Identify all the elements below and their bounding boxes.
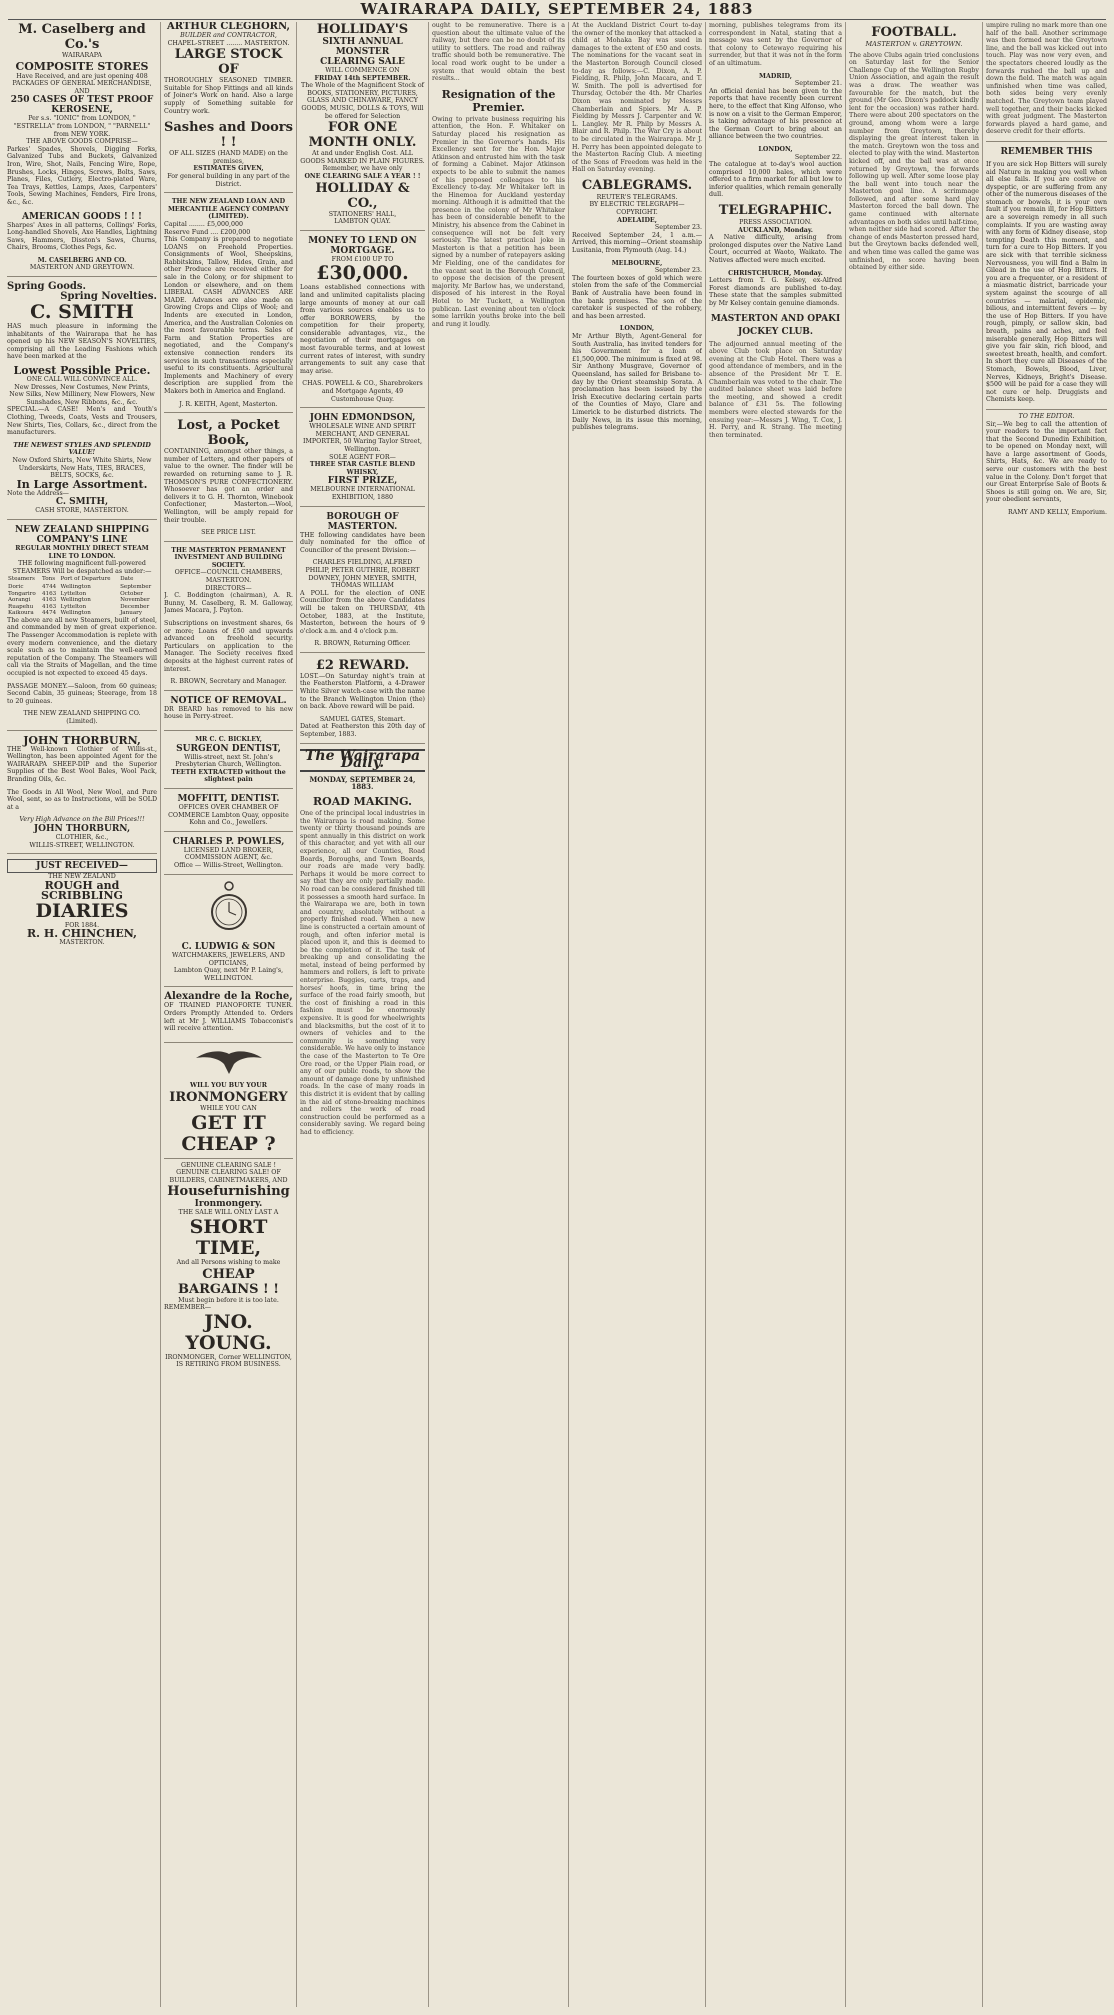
divider bbox=[164, 1158, 293, 1159]
caselberg-stores: COMPOSITE STORES bbox=[15, 59, 149, 73]
table-row bbox=[7, 597, 157, 604]
nz-shipping-text-2: The above are all new Steamers, built of steel, and commanded by men of great experience. The Passenger Accommodation is replete with every modern convenience, and the dietary scale such as to maintain the well-earned reputation of the Company. The Steamers will call via the Straits of Magellan, and the time occupied is not expected to exceed 45 days. bbox=[7, 616, 157, 678]
table-row bbox=[7, 584, 157, 591]
table-cell: January bbox=[120, 610, 143, 617]
christchurch-text: Letters from T. G. Kelsey, ex-Alfred Forest diamonds are published to-day. These state that the samples submitted by Mr Kelsey contain genuine diamonds. bbox=[709, 277, 842, 307]
perm-directors-label: DIRECTORS— bbox=[205, 584, 252, 592]
diaries-title: DIARIES bbox=[35, 899, 129, 922]
bickley-text: Willis-street, next St. John's Presbyterian Church, Wellington. bbox=[175, 753, 282, 769]
just-received: JUST RECEIVED— bbox=[7, 859, 157, 873]
american-goods: AMERICAN GOODS ! ! ! bbox=[22, 211, 142, 222]
roche-name: Alexandre de la Roche, bbox=[164, 991, 293, 1003]
smith-text-2: ONE CALL WILL CONVINCE ALL. bbox=[26, 376, 138, 384]
thorburn-text: THE Well-known Clothier of Willis-st., Wellington, has been appointed Agent for the WAIRARAPA SHEEP-DIP and the Superior Supplies of the Best Wool Bales, Wool Pack, Branding Oils, &c. bbox=[7, 745, 157, 783]
will-commence: WILL COMMENCE ON bbox=[325, 67, 400, 74]
lost-pocket-advert bbox=[164, 418, 293, 542]
column-8 bbox=[982, 22, 1110, 2007]
short-time: SHORT TIME, bbox=[189, 1216, 268, 1259]
table-cell: Kaikoura bbox=[8, 610, 34, 617]
ironmongery-label: IRONMONGERY bbox=[169, 1090, 288, 1106]
smith-text-5: New Oxford Shirts, New White Shirts, New Underskirts, New Hats, TIES, BRACES, BELTS, SOCKS, &c. bbox=[12, 456, 152, 480]
column-4 bbox=[428, 22, 568, 2007]
cleghorn-address: CHAPEL-STREET ........ MASTERTON. bbox=[167, 39, 290, 47]
nameplate: The Wairarapa Daily. bbox=[300, 749, 425, 772]
cleghorn-name: ARTHUR CLEGHORN, bbox=[167, 22, 290, 32]
smith-store: CASH STORE, MASTERTON. bbox=[35, 507, 129, 515]
table-cell: Wellington bbox=[60, 610, 91, 617]
smith-address-note: Note the Address— bbox=[7, 489, 69, 497]
melbourne-text: The fourteen boxes of gold which were stolen from the safe of the Commercial Bank of Australia have been found in the bank premises. The son of the caretaker is suspected of the robbery, and has been arrested. bbox=[572, 274, 702, 320]
letter-signature: RAMY AND KELLY, Emporium. bbox=[1007, 509, 1107, 517]
telegraphic-headline: TELEGRAPHIC. bbox=[718, 203, 833, 219]
chinchen-name: R. H. CHINCHEN, bbox=[27, 927, 137, 941]
thorburn-advert bbox=[7, 733, 157, 855]
column-3 bbox=[296, 22, 428, 2007]
letter-text: Sir,—We beg to call the attention of your readers to the important fact that the Second Dunedin Exhibition, to be opened on Monday next, will have a large assortment of Goods, Shirts, Hats, &c. We are ready to serve our customers with the best value in the Colony. Don't forget that our Great Enterprise Sale of Boots & Shoes is still going on. We are, Sir, your obedient servants, bbox=[986, 420, 1107, 504]
borough-advert bbox=[300, 512, 425, 653]
steamers-table bbox=[7, 575, 157, 617]
table-cell: October bbox=[120, 590, 143, 597]
see-price-list: SEE PRICE LIST. bbox=[201, 529, 256, 537]
one-clearing: ONE CLEARING SALE A YEAR ! ! bbox=[304, 172, 421, 180]
table-cell: Lyttelton bbox=[60, 603, 87, 610]
new-zealand-label: THE NEW ZEALAND bbox=[48, 873, 116, 881]
perm-title: THE MASTERTON PERMANENT INVESTMENT AND BUILDING SOCIETY. bbox=[171, 546, 286, 569]
auckland-dateline: AUCKLAND, Monday. bbox=[738, 226, 813, 234]
table-cell: 4163 bbox=[41, 590, 57, 597]
nz-shipping-advert bbox=[7, 525, 157, 731]
local-news: At the Auckland District Court to-day the owner of the monkey that attacked a child at Mohaka Bay was sued in damages to the extent of £50 and costs. The nominations for the vacant seat in the Masterton Borough Council closed to-day as follows:—C. Dixon, A. P. Fielding, R. Philp, John Macara, and T. W. Smith. The poll is advertised for Thursday, October the 4th. Mr Charles Dixon was nominated by Messrs Chamberlain and Spiers. Mr A. P. Fielding by Messrs J. Carpenter and W. L. Langley. Mr R. Philp by Messrs A. Blair and R. Philp. The War Cry is about to be circulated in the Wairarapa. Mr J. H. Perry has been appointed delegate to the Masterton Racing Club. A meeting of the Sons of Freedom was held in the Hall on Saturday evening. bbox=[572, 22, 702, 174]
steamers-table-header bbox=[7, 575, 157, 584]
nzloan-signature: J. R. KEITH, Agent, Masterton. bbox=[179, 400, 278, 408]
lend-amount: £30,000. bbox=[316, 262, 409, 285]
nzloan-capital: Capital ........ £5,000,000 bbox=[164, 220, 243, 228]
column-5 bbox=[568, 22, 705, 2007]
adelaide-date: September 23. bbox=[654, 224, 702, 232]
cleghorn-role: BUILDER and CONTRACTOR, bbox=[180, 32, 277, 39]
exhibition: MELBOURNE INTERNATIONAL EXHIBITION, 1880 bbox=[310, 486, 415, 501]
table-cell: 4744 bbox=[41, 583, 57, 590]
caselberg-subtitle: WAIRARAPA bbox=[62, 52, 102, 59]
thorburn-signature: JOHN THORBURN, bbox=[33, 823, 131, 834]
adelaide-dateline: ADELAIDE, bbox=[617, 216, 657, 224]
large-assortment: In Large Assortment. bbox=[16, 477, 148, 491]
football-headline: FOOTBALL. bbox=[871, 25, 957, 40]
table-row bbox=[7, 610, 157, 617]
cleghorn-text: THOROUGHLY SEASONED TIMBER. Suitable for Shop Fittings and all kinds of Joiner's Work on hand. Also a large supply of Something suitable for Country work. bbox=[164, 77, 293, 115]
moffitt-text: OFFICES OVER CHAMBER OF COMMERCE Lambton Quay, opposite Kohn and Co., Jewellers. bbox=[168, 803, 289, 827]
edmondson-role: WHOLESALE WINE AND SPIRIT MERCHANT, AND GENERAL IMPORTER, 50 Waring Taylor Street, Wellington. bbox=[303, 423, 422, 453]
column-6 bbox=[705, 22, 845, 2007]
table-cell: Wellington bbox=[60, 583, 91, 590]
gates-date: Dated at Featherston this 20th day of September, 1883. bbox=[300, 723, 425, 739]
lost-pocket-title: Lost, a Pocket Book, bbox=[177, 418, 280, 449]
borough-text: THE following candidates have been duly nominated for the office of Councillor of the present Division:— bbox=[300, 531, 425, 554]
article-continued: ought to be remunerative. There is a question about the ultimate value of the railway, but there can be no doubt of its utility to settlers. The road and railway traffic should both be remunerative. The local road work ought to be under a system that would obtain the best results... bbox=[432, 22, 565, 83]
money-lend-title: MONEY TO LEND ON MORTGAGE. bbox=[308, 235, 417, 256]
smith-text-4: SPECIAL.—A CASE! Men's and Youth's Clothing, Tweeds, Coats, Vests and Trousers, New Shirts, Ties, Collars, &c., direct from the manufacturers. bbox=[7, 406, 157, 437]
reward-advert bbox=[300, 658, 425, 744]
cable-continued: morning, publishes telegrams from its correspondent in Natal, stating that a message was sent by the Governor of that colony to Cetewayo requiring his surrender, but that it was not in the form of an ultimatum. bbox=[709, 22, 842, 67]
masthead-rule bbox=[8, 19, 1106, 20]
remember-this: REMEMBER THIS bbox=[1000, 146, 1093, 157]
football-continued: umpire ruling no mark more than one half of the ball. Another scrimmage was then formed near the Greytown line, and the ball was kicked out into touch. Play was now very even, and the spectators cheered loudly as the forwards rushed the ball up and down the field. The match was again unfinished when time was called, both sides being very evenly matched. The Greytown team played well together, and their backs kicked with great judgment. The Masterton forwards played a hard game, and deserve credit for their efforts. bbox=[986, 22, 1107, 136]
caselberg-text-3: Per s.s. "IONIC" from LONDON, " "ESTRELLA" from LONDON, " "PARNELL" from NEW YORK. bbox=[13, 115, 151, 138]
powles-name: CHARLES P. POWLES, bbox=[172, 836, 285, 847]
jockey-text: The adjourned annual meeting of the above Club took place on Saturday evening at the Club Hotel. There was a good attendance of members, and in the absence of the President Mr T. E. Chamberlain was voted to the chair. The audited balance sheet was laid before the meeting, and showed a credit balance of £31 5s. The following members were elected stewards for the ensuing year:—Messrs J. Wing, T. Cox, J. H. Perry, and R. Strang. The meeting then terminated. bbox=[709, 340, 842, 439]
smith-name: C. SMITH bbox=[30, 301, 134, 324]
perm-signature: R. BROWN, Secretary and Manager. bbox=[170, 678, 287, 686]
money-lend-advert bbox=[300, 236, 425, 409]
stationers-hall: STATIONERS' HALL, bbox=[328, 210, 397, 218]
roche-advert bbox=[164, 992, 293, 1042]
ludwig-address: Lambton Quay, next Mr P. Laing's, WELLINGTON. bbox=[173, 967, 284, 982]
chinchen-place: MASTERTON. bbox=[59, 939, 105, 947]
table-cell: Wellington bbox=[60, 597, 91, 604]
reward-text: LOST.—On Saturday night's train at the Featherston Platform, a 4-Drawer White Silver watch-case with the name to the Branch Wellington Union (the) on back. Above reward will be paid. bbox=[300, 672, 425, 711]
spring-novelties: Spring Novelties. bbox=[60, 291, 157, 303]
edmondson-name: JOHN EDMONDSON, bbox=[309, 413, 416, 424]
remember-label: REMEMBER— bbox=[164, 1304, 212, 1312]
only-last: THE SALE WILL ONLY LAST A bbox=[178, 1209, 279, 1217]
london2-date: September 22. bbox=[794, 153, 842, 161]
nz-shipping-signature: THE NEW ZEALAND SHIPPING CO. (Limited). bbox=[23, 710, 141, 725]
cablegrams-headline: CABLEGRAMS. bbox=[581, 177, 693, 193]
eagle-icon bbox=[164, 1048, 293, 1079]
divider bbox=[986, 409, 1107, 410]
surgeon-dentist: SURGEON DENTIST, bbox=[176, 743, 281, 754]
spring-goods: Spring Goods. bbox=[7, 281, 87, 293]
friday-date: FRIDAY 14th SEPTEMBER. bbox=[314, 74, 411, 82]
holliday-sixth: SIXTH ANNUAL MONSTER bbox=[322, 37, 403, 57]
holliday-co: HOLLIDAY & CO., bbox=[315, 180, 410, 211]
steamers-header-cell: Tons bbox=[41, 576, 56, 583]
retiring: IS RETIRING FROM BUSINESS. bbox=[176, 1361, 281, 1369]
holliday-advert bbox=[300, 22, 425, 231]
madrid-text: An official denial has been given to the reports that have recently been current here, to the effect that King Alfonso, who is now on a visit to the German Emperor, is taking advantage of his presence at the German Court to bring about an alliance between the two countries. bbox=[709, 87, 842, 141]
powles-role: LICENSED LAND BROKER, COMMISSION AGENT, &c. bbox=[183, 846, 274, 862]
table-row bbox=[7, 604, 157, 611]
reward-title: £2 REWARD. bbox=[315, 657, 410, 673]
column-2 bbox=[160, 22, 296, 2007]
london-text: Mr Arthur Blyth, Agent-General for South Australia, has invited tenders for his Government for a loan of £1,500,000. The minimum is fixed at 98. Sir Anthony Musgrave, Governor of Queensland, has sailed for Brisbane to-day by the Orient steamship Sorata. A proclamation has been issued by the Irish Executive declaring certain parts of the Counties of Mayo, Clare and Limerick to be disturbed districts. The Daily News, in its issue this morning, publishes telegrams. bbox=[572, 332, 702, 432]
nz-shipping-text: THE following magnificent full-powered STEAMERS Will be despatched as under:— bbox=[12, 560, 152, 575]
hop-bitters-text: If you are sick Hop Bitters will surely aid Nature in making you well when all else fails. If you are costive or dyspeptic, or are suffering from any other of the numerous diseases of the stomach or bowels, it is your own fault if you remain ill, for Hop Bitters are a sovereign remedy in all such complaints. If you are wasting away with any form of Kidney disease, stop tempting Death this moment, and turn for a cure to Hop Bitters. If you are sick with that terrible sickness Nervousness, you will find a Balm in Gilead in the use of Hop Bitters. If you are a frequenter, or a resident of a miasmatic district, barricade your system against the scourge of all countries — malarial, epidemic, bilious, and intermittent fevers — by the use of Hop Bitters. If you have rough, pimply, or sallow skin, bad breath, pains and aches, and feel miserable generally, Hop Bitters will give you fair skin, rich blood, and sweetest breath, health, and comfort. In short they cure all Diseases of the Stomach, Bowels, Blood, Liver, Nerves, Kidneys, Bright's Disease. $500 will be paid for a case they will not cure or help. Druggists and Chemists keep. bbox=[986, 160, 1107, 404]
article-headline: ROAD MAKING. bbox=[313, 795, 412, 808]
money-text: Loans established connections with land and unlimited capitalists placing large amounts of money at our call from various sources enables us to offer BORROWERS, by the competition for their property, considerable advantages, viz., the negotiation of their mortgages on most favourable terms, and at lowest current rates of interest, with sundry arrangements to suit any case that may arise. bbox=[300, 284, 425, 375]
madrid-date: September 21. bbox=[794, 80, 842, 88]
cleghorn-text-2: For general building in any part of the District. bbox=[167, 172, 290, 188]
edmondson-advert bbox=[300, 413, 425, 506]
press-association: PRESS ASSOCIATION. bbox=[739, 219, 812, 227]
divider bbox=[986, 141, 1107, 142]
perm-office: OFFICE—COUNCIL CHAMBERS, MASTERTON. bbox=[174, 569, 283, 585]
sashes-doors: Sashes and Doors ! ! bbox=[164, 120, 293, 151]
football-subheading: MASTERTON v. GREYTOWN. bbox=[865, 40, 963, 48]
ludwig-name: C. LUDWIG & SON bbox=[181, 942, 276, 953]
column-1 bbox=[4, 22, 160, 2007]
melbourne-dateline: MELBOURNE, bbox=[611, 259, 663, 267]
permanent-society-advert bbox=[164, 547, 293, 691]
borough-signature: R. BROWN, Returning Officer. bbox=[314, 640, 411, 648]
column-7 bbox=[845, 22, 982, 2007]
thorburn-role: CLOTHIER, &c., bbox=[55, 833, 109, 841]
caselberg-advert bbox=[7, 22, 157, 277]
table-cell: December bbox=[120, 603, 150, 610]
lost-pocket-text: CONTAINING, amongst other things, a number of Letters, and other papers of value to the owner. The finder will be rewarded on returning same to J. R. THOMSON'S PURE CONFECTIONERY. Whosoever has got an order and delivers it to G. H. Thornton, Winebook Confectioner, Masterton.—Wool, Wellington, will be amply repaid for their trouble. bbox=[164, 448, 293, 524]
perm-text: Subscriptions on investment shares, 6s or more; Loans of £50 and upwards advanced on freehold security. Particulars on application to the Manager. The Society receives fixed deposits at the highest current rates of interest. bbox=[164, 620, 293, 673]
table-cell: 4474 bbox=[41, 610, 57, 617]
caselberg-signature: M. CASELBERG AND CO. bbox=[37, 256, 127, 264]
caselberg-kerosene: 250 CASES OF TEST PROOF KEROSENE, bbox=[10, 95, 154, 116]
auckland-text: A Native difficulty, arising from prolonged disputes over the Native Land Court, occurred at Waoto, Waikato. The Natives affected were much excited. bbox=[709, 234, 842, 265]
bargains-pre: And all Persons wishing to make bbox=[176, 1259, 281, 1266]
london2-dateline: LONDON, bbox=[758, 145, 793, 153]
lambton-quay: LAMBTON QUAY. bbox=[334, 218, 391, 226]
removal-text: DR BEARD has removed to his new house in Perry-street. bbox=[164, 705, 293, 721]
newest-styles: THE NEWEST STYLES AND SPLENDID VALUE! bbox=[13, 441, 151, 457]
very-high-advance: Very High Advance on the Bill Prices!!! bbox=[19, 816, 145, 824]
smith-text-3: New Dresses, New Costumes, New Prints, New Silks, New Millinery, New Flowers, New Sunshades, New Ribbons, &c., &c. bbox=[9, 383, 155, 406]
bickley-name: MR C. C. BICKLEY, bbox=[195, 735, 262, 743]
caselberg-text-1: Have Received, and are just opening 408 PACKAGES OF GENERAL MERCHANDISE, AND bbox=[12, 72, 152, 95]
notice-removal: NOTICE OF REMOVAL. bbox=[170, 695, 287, 706]
powles-advert bbox=[164, 837, 293, 875]
masthead-title: WAIRARAPA DAILY, SEPTEMBER 24, 1883 bbox=[360, 0, 754, 18]
dateline: MONDAY, SEPTEMBER 24, 1883. bbox=[309, 774, 416, 792]
table-cell: September bbox=[120, 583, 152, 590]
nz-shipping-subtitle: REGULAR MONTHLY DIRECT STEAM LINE TO LONDON. bbox=[15, 544, 149, 560]
borough-title: BOROUGH OF MASTERTON. bbox=[326, 511, 399, 532]
steamers-header-cell: Steamers bbox=[8, 576, 35, 583]
smith-advert bbox=[7, 282, 157, 520]
one-month: FOR ONE MONTH ONLY. bbox=[308, 120, 417, 151]
resignation-body: Owing to private business requiring his attention, the Hon. F. Whitaker on Saturday placed his resignation as Premier in the Governor's hands. His Excellency sent for the Hon. Major Atkinson and entrusted him with the task of forming a Cabinet. Major Atkinson expects to be able to submit the names of his proposed colleagues to his Excellency to-day. Mr Whitaker left in the Hinemoa for Auckland yesterday morning. Although it is admitted that the presence in the colony of Mr Whitaker has been of considerable benefit to the Ministry, his absence from the Cabinet in consequence will not be felt very seriously. The latest practical joke in Masterton is that a petition has been signed by a number of ratepayers asking Mr Fielding, one of the candidates for the vacant seat in the Borough Council, to oppose the decision of the present majority. Mr Barlow has, we understand, disposed of his interest in the Royal Hotel to Mr Tuckett, a Wellington publican. Last evening about ten o'clock some larrikin youths broke into the bell and rung it loudly. bbox=[432, 115, 565, 328]
sashes-sub: OF ALL SIZES (HAND MADE) on the premises, bbox=[169, 150, 288, 165]
ludwig-advert bbox=[164, 880, 293, 988]
lowest-price: Lowest Possible Price. bbox=[13, 364, 151, 378]
caselberg-goods-list: Parkes' Spades, Shovels, Digging Forks, Galvanized Tubs and Buckets, Galvanized Iron, Wire, Shot, Nails, Fencing Wire, Rope, Brushes, Locks, Hinges, Screws, Bolts, Saws, Planes, Files, Cutlery, Electro-plated Ware, Tea Trays, Kettles, Lamps, Axes, Carpenters' Tools, Sewing Machines, Fenders, Fire Irons, &c., &c. bbox=[7, 145, 157, 206]
nz-shipping-title: NEW ZEALAND SHIPPING COMPANY'S LINE bbox=[14, 524, 150, 545]
nzloan-text: This Company is prepared to negotiate LOANS on Freehold Properties. Consignments of Wool, Sheepskins, Rabbitskins, Tallow, Hides, Grain, and other Produce are received either for sale in the Colony, or for shipment to London or elsewhere, and on them LIBERAL CASH ADVANCES ARE MADE. Advances are also made on Growing Crops and Clips of Wool; and Indents are executed in London, America, and the Australian Colonies on the most favourable terms. Sales of Farm and Station Properties are negotiated, and the Company's extensive connection renders its services in such transactions especially useful to its constituents. Agricultural Implements and Machinery of every description are supplied from the Makers both in America and England. bbox=[164, 236, 293, 395]
moffitt-advert bbox=[164, 794, 293, 832]
roche-text: OF TRAINED PIANOFORTE TUNER. Orders Promptly Attended to. Orders left at Mr J. WILLIAMS Tobacconist's will receive attention. bbox=[164, 1002, 293, 1033]
sole-agent: SOLE AGENT FOR— bbox=[329, 453, 396, 461]
gates-signature: SAMUEL GATES, Stemart. bbox=[319, 715, 406, 723]
table-cell: November bbox=[120, 597, 150, 604]
rough-scribbling: ROUGH and SCRIBBLING bbox=[41, 878, 123, 902]
ironmongery-2: Ironmongery. bbox=[194, 1199, 263, 1210]
nzloan-advert bbox=[164, 198, 293, 413]
electric-label: BY ELECTRIC TELEGRAPH—COPYRIGHT. bbox=[589, 201, 685, 217]
jockey-headline: MASTERTON AND OPAKI JOCKEY CLUB. bbox=[710, 313, 841, 337]
housefurnishing: Housefurnishing bbox=[167, 1184, 290, 1200]
thorburn-text-2: The Goods in All Wool, New Wool, and Pure Wool, sent, so as to Instructions, will be SOLD at a bbox=[7, 788, 157, 811]
jno-young: JNO. YOUNG. bbox=[185, 1310, 272, 1354]
reuters-label: REUTER'S TELEGRAMS. bbox=[596, 193, 678, 201]
powell-signature: CHAS. POWELL & CO., Sharebrokers and Mortgage Agents, 49 Customhouse Quay. bbox=[302, 380, 423, 403]
nzloan-reserve: Reserve Fund .... £200,000 bbox=[164, 228, 251, 236]
must-begin: Must begin before it is too late. bbox=[178, 1296, 279, 1304]
young-address: IRONMONGER, Corner WELLINGTON, bbox=[165, 1353, 292, 1361]
masthead bbox=[0, 0, 1114, 20]
table-cell: Lyttelton bbox=[60, 590, 87, 597]
smith-text-1: HAS much pleasure in informing the inhabitants of the Wairarapa that he has opened up his NEW SEASON'S NOVELTIES, comprising all the Leading Fashions which have been marked at the bbox=[7, 323, 157, 361]
christchurch-dateline: CHRISTCHURCH, Monday. bbox=[728, 269, 823, 277]
steamers-header-cell: Port of Departure bbox=[60, 576, 111, 583]
smith-signature: C. SMITH, bbox=[55, 497, 109, 508]
young-advert bbox=[164, 1048, 293, 1373]
powles-office: Office — Willis-Street, Wellington. bbox=[173, 861, 283, 869]
table-cell: Ruapehu bbox=[8, 603, 34, 610]
get-it-cheap: GET IT CHEAP ? bbox=[181, 1111, 276, 1155]
cleghorn-advert bbox=[164, 22, 293, 193]
genuine-sale: GENUINE CLEARING SALE ! GENUINE CLEARING SALE! OF BUILDERS, CABINETMAKERS, AND bbox=[169, 1161, 288, 1184]
borough-text-2: A POLL for the election of ONE Councillor from the above Candidates will be taken on THURSDAY, 4th October, 1883, at the Institute, Masterton, between the hours of 9 o'clock a.m. and 4 o'clock p.m. bbox=[300, 589, 425, 635]
table-cell: Doric bbox=[8, 583, 24, 590]
article-body: One of the principal local industries in the Wairarapa is road making. Some twenty or thirty thousand pounds are spent annually in this district on work of this character, and yet with all our experience, all our Counties, Road Boards, Boroughs, and Town Boards, our roads are made very badly. Perhaps it would be more correct to say that they are only partially made. No road can be considered finished till it possesses a smooth hard surface. In the Wairarapa we are, both in town and country, absolutely without a properly finished road. When a new line is constructed a certain amount of rough, and often inferior metal is placed upon it, and this is deemed to be the completion of it. The task of breaking up and consolidating the metal, instead of being performed by hammers and rollers, is left to private enterprise. Buggies, carts, traps, and horses' hoofs, in time bring the surface of the road fairly smooth, but the cost of finishing a road in this fashion must be enormously expensive. It is good for wheelwrights and blacksmiths, but the cost of it to owners of vehicles and to the community is something very considerable. We have only to instance the case of the Masterton to Te Ore Ore road, or the Upper Plain road, or any of our public roads, to show the amount of damage done by unfinished roads. In the case of many roads in this district it is evident that by calling in the aid of stone-breaking machines and rollers the work of road construction could be performed as a considerably saving. We regard being had to efficiency. bbox=[300, 810, 425, 1136]
removal-advert bbox=[164, 696, 293, 731]
teeth-extracted: TEETH EXTRACTED without the slightest pain bbox=[171, 768, 286, 784]
london-dateline: LONDON, bbox=[619, 325, 655, 333]
bickley-advert bbox=[164, 736, 293, 789]
table-row bbox=[7, 591, 157, 598]
will-you-buy: WILL YOU BUY YOUR bbox=[190, 1082, 267, 1090]
resignation-headline: Resignation of the Premier. bbox=[441, 87, 556, 114]
table-cell: 4163 bbox=[41, 603, 57, 610]
estimates-given: ESTIMATES GIVEN, bbox=[193, 165, 264, 173]
steamers-header-cell: Date bbox=[120, 576, 134, 583]
london2-text: The catalogue at to-day's wool auction comprised 10,000 bales, which were offered to a firm market for all but low to inferior qualities, which remain generally dull. bbox=[709, 161, 842, 199]
caselberg-title: M. Caselberg and Co.'s bbox=[18, 22, 146, 52]
table-cell: Aorangi bbox=[8, 597, 31, 604]
borough-candidates: CHARLES FIELDING, ALFRED PHILIP, PETER GUTHRIE, ROBERT DOWNEY, JOHN MEYER, SMITH, THOMAS WILLIAM bbox=[305, 559, 420, 590]
while-you-can: WHILE YOU CAN bbox=[200, 1105, 257, 1113]
ludwig-role: WATCHMAKERS, JEWELERS, AND OPTICIANS, bbox=[172, 952, 285, 967]
thorburn-title: JOHN THORBURN, bbox=[23, 733, 141, 747]
table-cell: Tongariro bbox=[8, 590, 36, 597]
diaries-advert bbox=[7, 859, 157, 951]
cheap-bargains: CHEAP BARGAINS ! ! bbox=[178, 1266, 279, 1297]
table-cell: 4163 bbox=[41, 597, 57, 604]
football-body: The above Clubs again tried conclusions on Saturday last for the Senior Challenge Cup of the Wellington Rugby Union Association, and again the result was a draw. The weather was favourable for the match, but the ground (Mr Geo. Dixon's paddock kindly lent for the occasion) was rather hard. There were about 200 spectators on the ground, among whom were a large number from Greytown, thereby displaying the great interest taken in the match. Greytown won the toss and elected to play with the wind. Masterton kicked off, and the ball was at once returned by Greytown, the forwards following up well. After some loose play the ball went into touch near the Masterton goal line. A scrimmage followed, and after some hard play Masterton forced the ball down. The game continued with alternate advantages on both sides until half-time, when neither side had scored. After the change of ends Masterton pressed hard, but the Greytown backs defended well, and when time was called the game was unfinished, no score having been obtained by either side. bbox=[849, 51, 979, 272]
clearing-sale: CLEARING SALE bbox=[320, 57, 405, 67]
first-prize: FIRST PRIZE, bbox=[327, 476, 398, 487]
holliday-title: HOLLIDAY'S bbox=[316, 22, 409, 37]
large-stock: LARGE STOCK OF bbox=[174, 47, 283, 78]
moffitt-name: MOFFITT, DENTIST. bbox=[177, 793, 280, 804]
nzloan-title: THE NEW ZEALAND LOAN AND MERCANTILE AGENCY COMPANY (LIMITED). bbox=[167, 198, 290, 221]
madrid-dateline: MADRID, bbox=[759, 72, 792, 80]
perm-directors: J. C. Boddington (chairman), A. R. Bunny, M. Caselberg, R. M. Galloway, James Macara, J. Payton. bbox=[164, 592, 293, 615]
melbourne-date: September 23. bbox=[654, 267, 702, 275]
diaries-year: FOR 1884. bbox=[64, 921, 100, 929]
from-100: FROM £100 UP TO bbox=[331, 255, 394, 263]
holliday-text: The Whole of the Magnificent Stock of BOOKS, STATIONERY, PICTURES, GLASS AND CHINAWARE, FANCY GOODS, MUSIC, DOLLS & TOYS, Will be offered for Selection bbox=[301, 82, 424, 120]
passage-money: PASSAGE MONEY.—Saloon, from 60 guineas; Second Cabin, 35 guineas; Steerage, from 18 to 20 guineas. bbox=[7, 682, 157, 705]
caselberg-location: MASTERTON AND GREYTOWN. bbox=[29, 264, 135, 272]
caselberg-american-list: Sharpes' Axes in all patterns, Collings' Forks, Long-handled Shovels, Axe Handles, Lightning Saws, Hammers, Disston's Saws, Churns, Chairs, Brooms, Clothes Pegs, &c. bbox=[7, 221, 157, 252]
three-star: THREE STAR CASTLE BLEND WHISKY, bbox=[309, 461, 416, 476]
holliday-text-2: At and under English Cost. ALL GOODS MARKED IN PLAIN FIGURES. Remember, we have only bbox=[300, 150, 425, 173]
to-editor: TO THE EDITOR. bbox=[1018, 412, 1075, 420]
watch-icon bbox=[164, 880, 293, 939]
thorburn-address: WILLIS-STREET, WELLINGTON. bbox=[29, 841, 135, 849]
caselberg-text-4: THE ABOVE GOODS COMPRISE— bbox=[26, 138, 138, 146]
adelaide-text: Received September 24, 1 a.m.—Arrived, this morning—Orient steamship Lusitania, from Plymouth (Aug. 14.) bbox=[572, 231, 702, 255]
